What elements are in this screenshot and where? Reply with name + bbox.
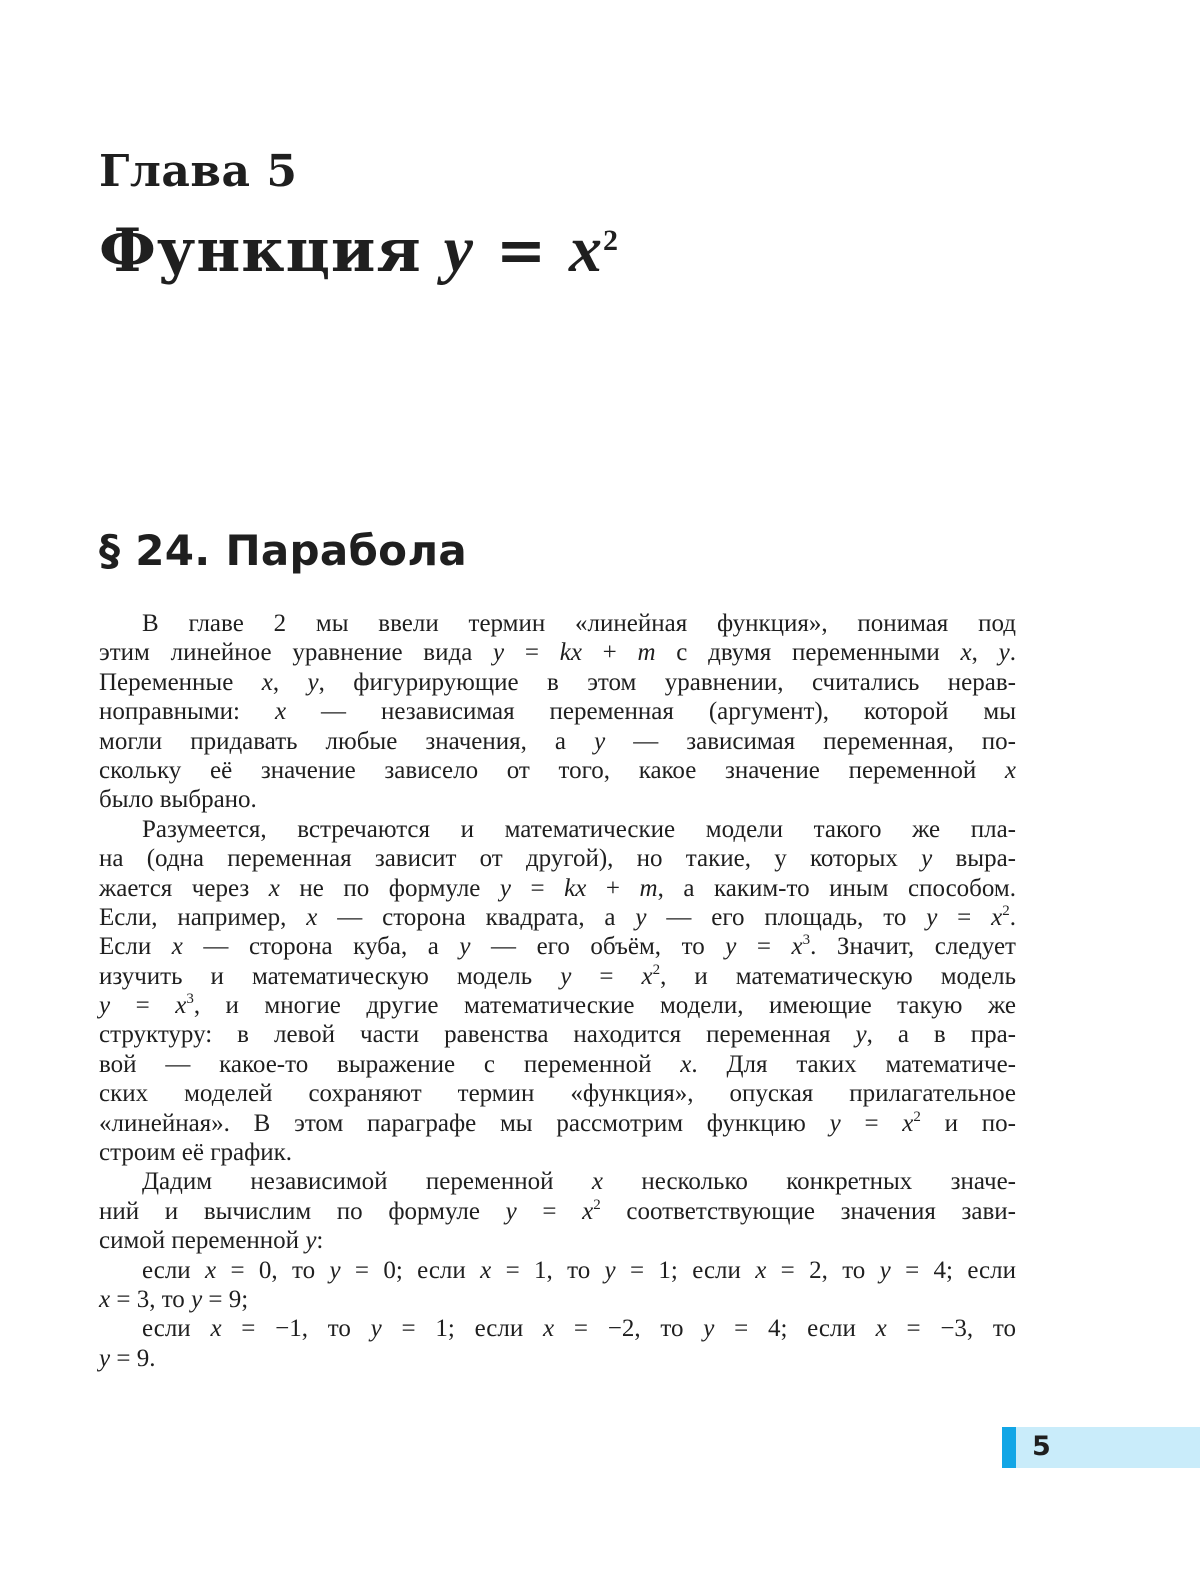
title-var-y: y <box>443 213 474 286</box>
math-variable: y <box>926 903 938 931</box>
math-variable: x <box>582 1197 594 1225</box>
text-line: Разумеется, встречаются и математические модели такого же пла- <box>142 815 1016 843</box>
title-exponent: 2 <box>602 224 619 257</box>
math-variable: x <box>99 1285 111 1313</box>
text-line: ний и вычислим по формуле $y = x^2$ соответствующие значения зави- <box>99 1196 1016 1225</box>
text-line: Если x — сторона куба, а y — его объём, то $y = x^3$. Значит, следует <box>99 932 1016 961</box>
math-variable: x <box>171 933 183 961</box>
chapter-title-word: Функция <box>99 216 422 286</box>
math-variable: x <box>902 1109 914 1137</box>
math-exponent: 3 <box>802 932 811 949</box>
math-variable: y <box>370 1315 382 1343</box>
section-title: § 24. Парабола <box>99 526 468 575</box>
math-variable: x <box>210 1315 222 1343</box>
math-variable: kx <box>559 639 582 667</box>
text-line: этим линейное уравнение вида y = kx + m с двумя переменными x, y. <box>99 639 1016 667</box>
text-line: x = 3, то y = 9; <box>99 1285 249 1313</box>
text-line: если x = 0, то y = 0; если x = 1, то y = 1; если x = 2, то y = 4; если <box>142 1256 1016 1284</box>
text-line: изучить и математическую модель $y = x^2$, и математическую модель <box>99 961 1016 990</box>
math-variable: m <box>637 639 656 667</box>
math-variable: x <box>991 903 1003 931</box>
math-variable: y <box>493 639 505 667</box>
text-line: жается через x не по формуле y = kx + m, а каким-то иным способом. <box>99 874 1016 902</box>
math-variable: y <box>560 962 572 990</box>
text-line: скольку её значение зависело от того, какое значение переменной x <box>99 756 1016 784</box>
math-variable: y <box>879 1256 891 1284</box>
math-variable: x <box>268 874 280 902</box>
math-variable: x <box>641 962 653 990</box>
math-exponent: 2 <box>1002 902 1010 919</box>
text-line: Переменные x, y, фигурирующие в этом уравнении, считались нерав- <box>99 668 1017 696</box>
math-variable: y <box>99 992 111 1020</box>
math-variable: y <box>305 1227 317 1255</box>
math-variable: y <box>855 1021 867 1049</box>
title-equals: = <box>495 216 548 286</box>
math-variable: x <box>591 1168 603 1196</box>
math-variable: y <box>329 1256 341 1284</box>
math-variable: y <box>635 903 647 931</box>
math-variable: x <box>960 639 972 667</box>
math-exponent: 2 <box>913 1108 921 1125</box>
text-line: могли придавать любые значения, а y — зависимая переменная, по- <box>99 727 1016 755</box>
text-line: на (одна переменная зависит от другой), но такие, у которых y выра- <box>99 845 1016 873</box>
text-line: вой — какое-то выражение с переменной x. Для таких математиче- <box>99 1050 1017 1078</box>
math-variable: y <box>921 845 933 873</box>
math-variable: x <box>755 1256 767 1284</box>
math-variable: y <box>604 1256 616 1284</box>
text-line: ноправными: x — независимая переменная (аргумент), которой мы <box>99 698 1017 726</box>
math-variable: x <box>480 1256 492 1284</box>
math-exponent: 2 <box>593 1196 601 1213</box>
math-variable: x <box>205 1256 217 1284</box>
math-variable: y <box>703 1315 715 1343</box>
math-variable: y <box>99 1344 111 1372</box>
math-variable: x <box>543 1315 555 1343</box>
math-variable: y <box>459 933 471 961</box>
math-variable: y <box>725 933 737 961</box>
text-line: если x = −1, то y = 1; если x = −2, то y = 4; если x = −3, то <box>142 1315 1017 1343</box>
page-tab-accent-strip <box>1002 1427 1016 1468</box>
math-variable: y <box>829 1109 841 1137</box>
math-exponent: 2 <box>652 961 661 978</box>
chapter-label: Глава 5 <box>99 146 298 197</box>
math-variable: m <box>639 874 658 902</box>
text-line: было выбрано. <box>99 786 257 814</box>
math-variable: y <box>594 727 606 755</box>
text-line: Дадим независимой переменной x несколько конкретных значе- <box>142 1168 1016 1196</box>
math-variable: x <box>875 1315 887 1343</box>
chapter-title <box>99 212 619 288</box>
math-variable: x <box>306 903 318 931</box>
math-variable: y <box>505 1197 517 1225</box>
text-line: «линейная». В этом параграфе мы рассмотрим функцию $y = x^2$ и по- <box>99 1108 1016 1137</box>
math-variable: x <box>680 1050 692 1078</box>
text-line: В главе 2 мы ввели термин «линейная функция», понимая под <box>142 610 1016 637</box>
math-variable: x <box>274 698 287 726</box>
text-line: y = 9. <box>99 1344 156 1372</box>
text-line: структуру: в левой части равенства находится переменная y, а в пра- <box>99 1021 1016 1049</box>
page-number-tab <box>1002 1427 1200 1468</box>
text-line: ских моделей сохраняют термин «функция», опуская прилагательное <box>99 1080 1016 1108</box>
math-exponent: 3 <box>186 991 194 1008</box>
text-line: Если, например, x — сторона квадрата, а y — его площадь, то $y = x^2$. <box>99 902 1016 931</box>
page-number: 5 <box>1032 1431 1051 1462</box>
title-var-x: x <box>568 213 603 286</box>
math-variable: x <box>175 992 187 1020</box>
math-variable: kx <box>564 874 587 902</box>
math-variable: y <box>998 639 1010 667</box>
text-line: $y = x^3$, и многие другие математические модели, имеющие такую же <box>99 991 1016 1020</box>
body-text <box>99 609 1016 1373</box>
math-variable: x <box>261 668 273 696</box>
math-variable: y <box>191 1285 203 1313</box>
text-line: строим её график. <box>99 1139 293 1167</box>
math-variable: x <box>791 933 803 961</box>
math-variable: x <box>1004 756 1016 784</box>
math-variable: y <box>499 874 512 902</box>
text-line: симой переменной y: <box>99 1227 324 1255</box>
math-variable: y <box>307 668 319 696</box>
